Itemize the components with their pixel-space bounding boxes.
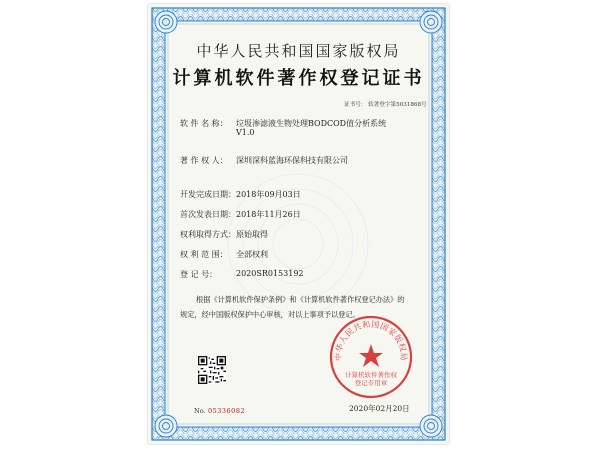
certificate-title: 计算机软件著作权登记证书 — [172, 68, 425, 89]
rights-scope-value: 全部权利 — [236, 250, 268, 259]
body-text-line2: 规定，经中国版权保护中心审核，对以上事项予以登记。 — [180, 310, 360, 319]
body-text-line1: 根据《计算机软件保护条例》和《计算机软件著作权登记办法》的 — [196, 295, 405, 304]
registration-number-label: 登 记 号： — [180, 270, 218, 279]
pub-date-value: 2018年11月26日 — [236, 210, 301, 219]
software-name-value: 垃圾渗滤液生物处理BODCOD值分析系统 — [236, 119, 387, 128]
dev-date-value: 2018年09月03日 — [236, 190, 301, 199]
certificate-number: 证书号： 软著登字第5031868号 — [344, 102, 427, 108]
pub-date-label: 首次发表日期： — [180, 210, 236, 219]
rights-scope-label: 权 利 范 围： — [180, 250, 228, 259]
acquisition-value: 原始取得 — [236, 230, 268, 239]
svg-text:登记专用章: 登记专用章 — [354, 379, 388, 387]
owner-label: 著 作 权 人： — [180, 156, 228, 165]
registration-number-value: 2020SR0153192 — [236, 269, 304, 278]
serial-label: No. — [194, 407, 206, 415]
svg-text:计算机软件著作权: 计算机软件著作权 — [345, 371, 397, 379]
official-seal — [328, 314, 414, 400]
issuer-name: 中华人民共和国国家版权局 — [196, 42, 401, 60]
software-name-label: 软 件 名 称： — [180, 119, 228, 128]
software-version-value: V1.0 — [236, 128, 255, 137]
dev-date-label: 开发完成日期： — [180, 190, 236, 199]
svg-text:中华人民共和国国家版权局: 中华人民共和国国家版权局 — [333, 319, 409, 361]
serial-number: 05336082 — [208, 407, 246, 415]
acquisition-label: 权利取得方式： — [180, 230, 236, 239]
issue-date: 2020年02月20日 — [349, 404, 410, 413]
certificate — [148, 4, 449, 444]
qr-code — [198, 356, 226, 384]
owner-value: 深圳深科蓝海环保科技有限公司 — [236, 156, 348, 165]
